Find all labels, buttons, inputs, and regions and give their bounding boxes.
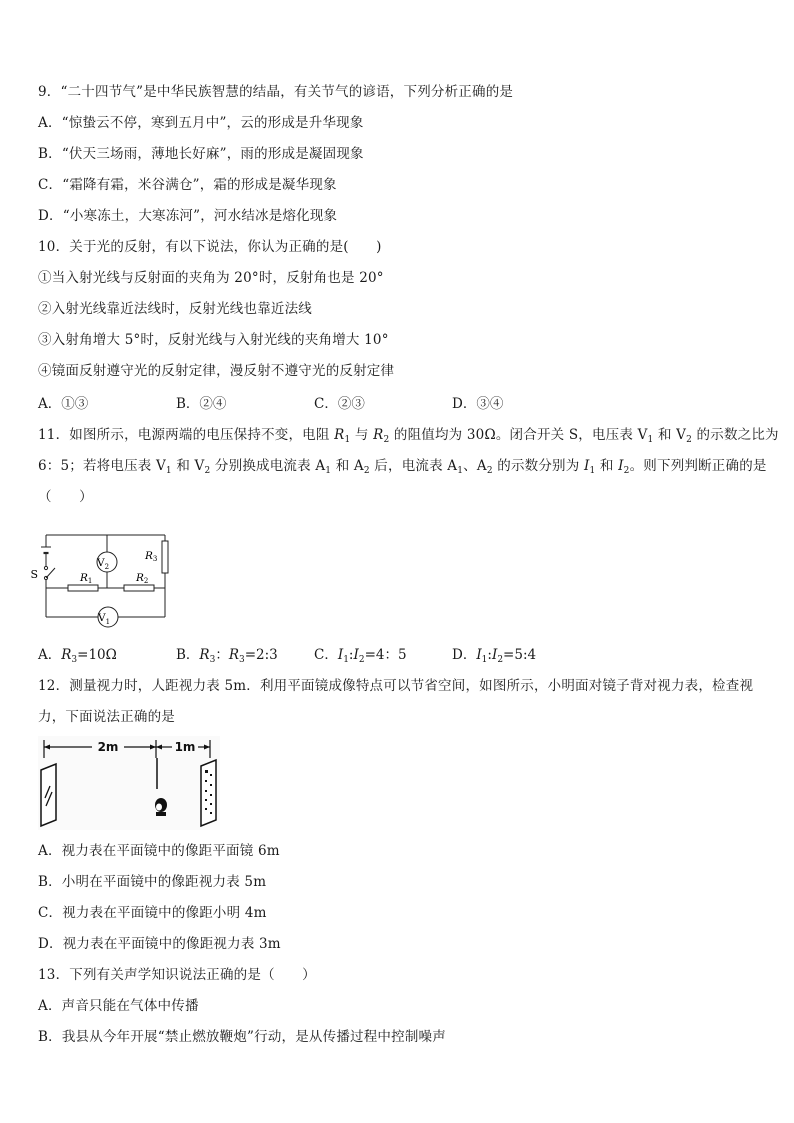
circuit-diagram (30, 528, 176, 634)
q13-stem: 13．下列有关声学知识说法正确的是（ ） (38, 967, 316, 983)
q10-option-a: A．①③ (38, 396, 89, 412)
q12-option-b: B．小明在平面镜中的像距视力表 5m (38, 874, 267, 890)
v2-label: $V_2$ (96, 557, 110, 571)
r2-label: R2 (136, 572, 149, 585)
q10-stem: 10．关于光的反射，有以下说法，你认为正确的是( ) (38, 239, 382, 255)
person-icon (155, 798, 167, 816)
q12-stem-line-2: 力，下面说法正确的是 (38, 709, 175, 725)
q9-stem: 9．“二十四节气”是中华民族智慧的结晶，有关节气的谚语，下列分析正确的是 (38, 84, 514, 100)
q10-statement-2: ②入射光线靠近法线时，反射光线也靠近法线 (38, 301, 312, 317)
q9-option-a: A．“惊蛰云不停，寒到五月中”，云的形成是升华现象 (38, 115, 364, 131)
plane-mirror (41, 764, 56, 826)
q12-option-a: A．视力表在平面镜中的像距平面镜 6m (38, 843, 280, 859)
q10-statement-4: ④镜面反射遵守光的反射定律，漫反射不遵守光的反射定律 (38, 363, 395, 379)
resistor-r3 (162, 541, 168, 573)
q13-option-a: A．声音只能在气体中传播 (38, 998, 199, 1014)
r3-label: R3 (145, 550, 158, 563)
q11-option-c: C．$I_1:I_2=4$：5 (314, 647, 407, 665)
q11-stem-line-1: 11．如图所示，电源两端的电压保持不变，电阻 $R_1$ 与 $R_2$ 的阻值均为 30Ω。闭合开关 S，电压表 $V_1$ 和 $V_2$ 的示数之比为 (38, 427, 779, 445)
distance-1m-label: 1m (174, 740, 196, 754)
v1-label: $V_1$ (97, 612, 111, 626)
q10-option-c: C．②③ (314, 396, 365, 412)
q9-option-d: D．“小寒冻土，大寒冻河”，河水结冰是熔化现象 (38, 208, 338, 224)
q9-option-b: B．“伏天三场雨，薄地长好麻”，雨的形成是凝固现象 (38, 146, 364, 162)
distance-2m-label: 2m (97, 740, 119, 754)
resistor-r2 (124, 585, 154, 591)
q11-answer-bracket: （ ） (38, 489, 93, 505)
q10-statement-3: ③入射角增大 5°时，反射光线与入射光线的夹角增大 10° (38, 332, 389, 348)
q12-option-d: D．视力表在平面镜中的像距视力表 3m (38, 936, 281, 952)
switch-label: S (30, 568, 38, 581)
switch-symbol (30, 566, 55, 581)
q12-option-c: C．视力表在平面镜中的像距小明 4m (38, 905, 267, 921)
q11-stem-line-2: 6：5；若将电压表 $V_1$ 和 $V_2$ 分别换成电流表 $A_1$ 和 $A_2$ 后，电流表 $A_1$、$A_2$ 的示数分别为 $I_1$ 和 $I_2$。则下列判断正确的是 (38, 458, 767, 476)
q11-option-d: D．$I_1:I_2=5:4$ (452, 647, 537, 665)
eye-chart (201, 760, 216, 826)
q9-option-c: C．“霜降有霜，米谷满仓”，霜的形成是凝华现象 (38, 177, 337, 193)
resistor-r1 (68, 585, 98, 591)
q10-option-d: D．③④ (452, 396, 504, 412)
q11-option-b: B．$R_3$：$R_3=2:3$ (176, 647, 278, 665)
q10-statement-1: ①当入射光线与反射面的夹角为 20°时，反射角也是 20° (38, 270, 384, 286)
q13-option-b: B．我县从今年开展“禁止燃放鞭炮”行动，是从传播过程中控制噪声 (38, 1029, 446, 1045)
q10-option-b: B．②④ (176, 396, 227, 412)
q11-option-a: A．$R_3=10\Omega$ (38, 647, 117, 665)
eye-test-figure (38, 736, 220, 830)
r1-label: R1 (80, 572, 93, 585)
q12-stem-line-1: 12．测量视力时，人距视力表 5m．利用平面镜成像特点可以节省空间，如图所示，小明面对镜子背对视力表，检查视 (38, 678, 754, 694)
battery-symbol (41, 547, 51, 553)
